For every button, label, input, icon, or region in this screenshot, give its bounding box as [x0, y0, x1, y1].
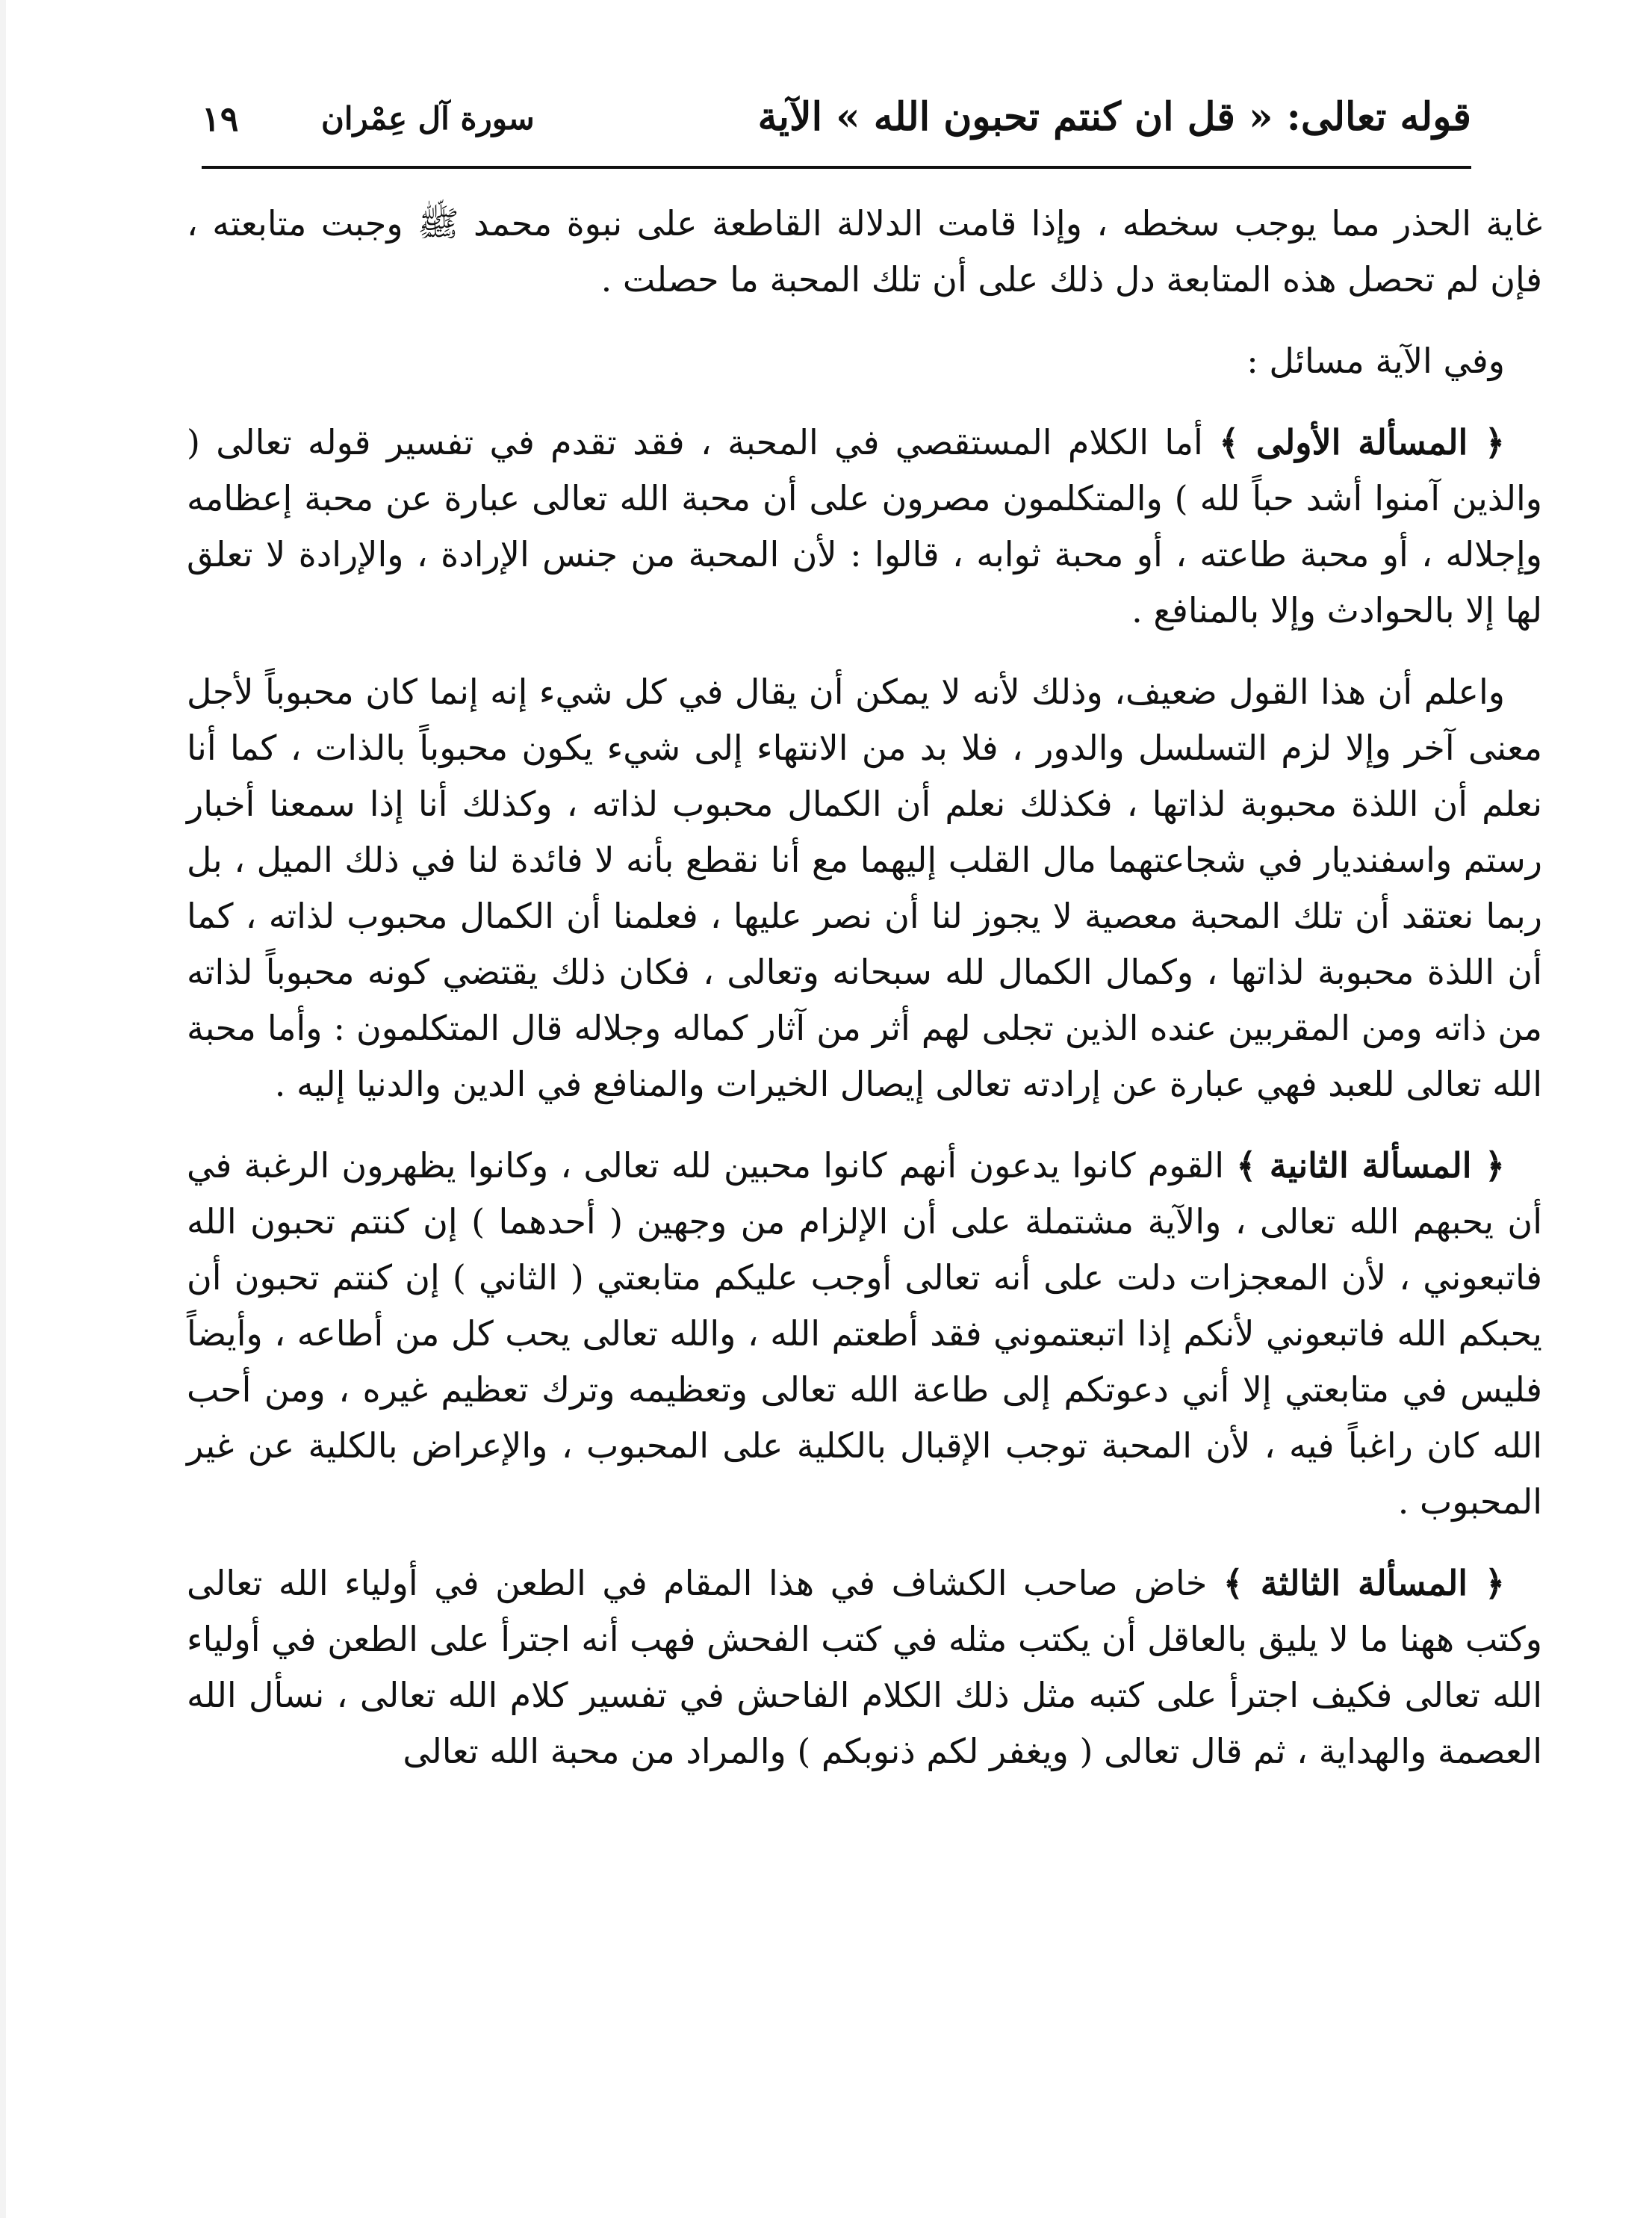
paragraph	[187, 196, 1542, 308]
paragraph	[187, 664, 1542, 1112]
paragraph	[187, 1138, 1542, 1530]
paragraph	[187, 333, 1542, 389]
page-edge	[0, 0, 6, 2218]
paragraph-text: خاض صاحب الكشاف في هذا المقام في الطعن في أولياء الله تعالى وكتب ههنا ما لا يليق بالعاقل أن يكتب مثله في كتب الفحش فهب أنه اجترأ على الطعن في أولياء الله تعالى فكيف اجترأ على كتبه مثل ذلك الكلام الفاحش في تفسير كلام الله تعالى ، نسأل الله العصمة والهداية ، ثم قال تعالى ( ويغفر لكم ذنوبكم ) والمراد من محبة الله تعالى	[187, 1563, 1542, 1771]
page-number: ١٩	[202, 99, 239, 139]
issue-heading: ﴿ المسألة الثالثة ﴾	[1223, 1563, 1505, 1603]
header-surah-name: سورة آل عِمْران	[321, 100, 535, 137]
paragraph-text: غاية الحذر مما يوجب سخطه ، وإذا قامت الدلالة القاطعة على نبوة محمد ﷺ وجبت متابعته ، فإن لم تحصل هذه المتابعة دل ذلك على أن تلك المحبة ما حصلت .	[187, 203, 1542, 300]
running-header	[202, 88, 1471, 155]
paragraph-text: القوم كانوا يدعون أنهم كانوا محبين لله تعالى ، وكانوا يظهرون الرغبة في أن يحبهم الله تعالى ، والآية مشتملة على أن الإلزام من وجهين ( أحدهما ) إن كنتم تحبون الله فاتبعوني ، لأن المعجزات دلت على أنه تعالى أوجب عليكم متابعتي ( الثاني ) إن كنتم تحبون أن يحبكم الله فاتبعوني لأنكم إذا اتبعتموني فقد أطعتم الله ، والله تعالى يحب كل من أطاعه ، وأيضاً فليس في متابعتي إلا أني دعوتكم إلى طاعة الله تعالى وتعظيمه وترك تعظيم غيره ، ومن أحب الله كان راغباً فيه ، لأن المحبة توجب الإقبال بالكلية على المحبوب ، والإعراض بالكلية عن غير المحبوب .	[187, 1145, 1542, 1522]
issue-heading: ﴿ المسألة الثانية ﴾	[1236, 1145, 1506, 1186]
body-text	[187, 196, 1542, 1805]
paragraph	[187, 415, 1542, 639]
header-title: قوله تعالى: « قل ان كنتم تحبون الله » الآية	[757, 94, 1471, 140]
paragraph-text: وفي الآية مسائل :	[1246, 341, 1505, 381]
header-divider	[202, 166, 1471, 169]
paragraph-text: واعلم أن هذا القول ضعيف، وذلك لأنه لا يمكن أن يقال في كل شيء إنه إنما كان محبوباً لأجل معنى آخر وإلا لزم التسلسل والدور ، فلا بد من الانتهاء إلى شيء يكون محبوباً بالذات ، كما أنا نعلم أن اللذة محبوبة لذاتها ، فكذلك نعلم أن الكمال محبوب لذاته ، وكذلك أنا إذا سمعنا أخبار رستم واسفنديار في شجاعتهما مال القلب إليهما مع أنا نقطع بأنه لا فائدة لنا في ذلك الميل ، بل ربما نعتقد أن تلك المحبة معصية لا يجوز لنا أن نصر عليها ، فعلمنا أن الكمال محبوب لذاته ، كما أن اللذة محبوبة لذاتها ، وكمال الكمال لله سبحانه وتعالى ، فكان ذلك يقتضي كونه محبوباً لذاته من ذاته ومن المقربين عنده الذين تجلى لهم أثر من آثار كماله وجلاله قال المتكلمون : وأما محبة الله تعالى للعبد فهي عبارة عن إرادته تعالى إيصال الخيرات والمنافع في الدين والدنيا إليه .	[187, 672, 1542, 1104]
issue-heading: ﴿ المسألة الأولى ﴾	[1219, 422, 1506, 462]
paragraph-text: أما الكلام المستقصي في المحبة ، فقد تقدم في تفسير قوله تعالى ( والذين آمنوا أشد حباً لله ) والمتكلمون مصرون على أن محبة الله تعالى عبارة عن محبة إعظامه وإجلاله ، أو محبة طاعته ، أو محبة ثوابه ، قالوا : لأن المحبة من جنس الإرادة ، والإرادة لا تعلق لها إلا بالحوادث وإلا بالمنافع .	[187, 422, 1542, 631]
paragraph	[187, 1555, 1542, 1779]
